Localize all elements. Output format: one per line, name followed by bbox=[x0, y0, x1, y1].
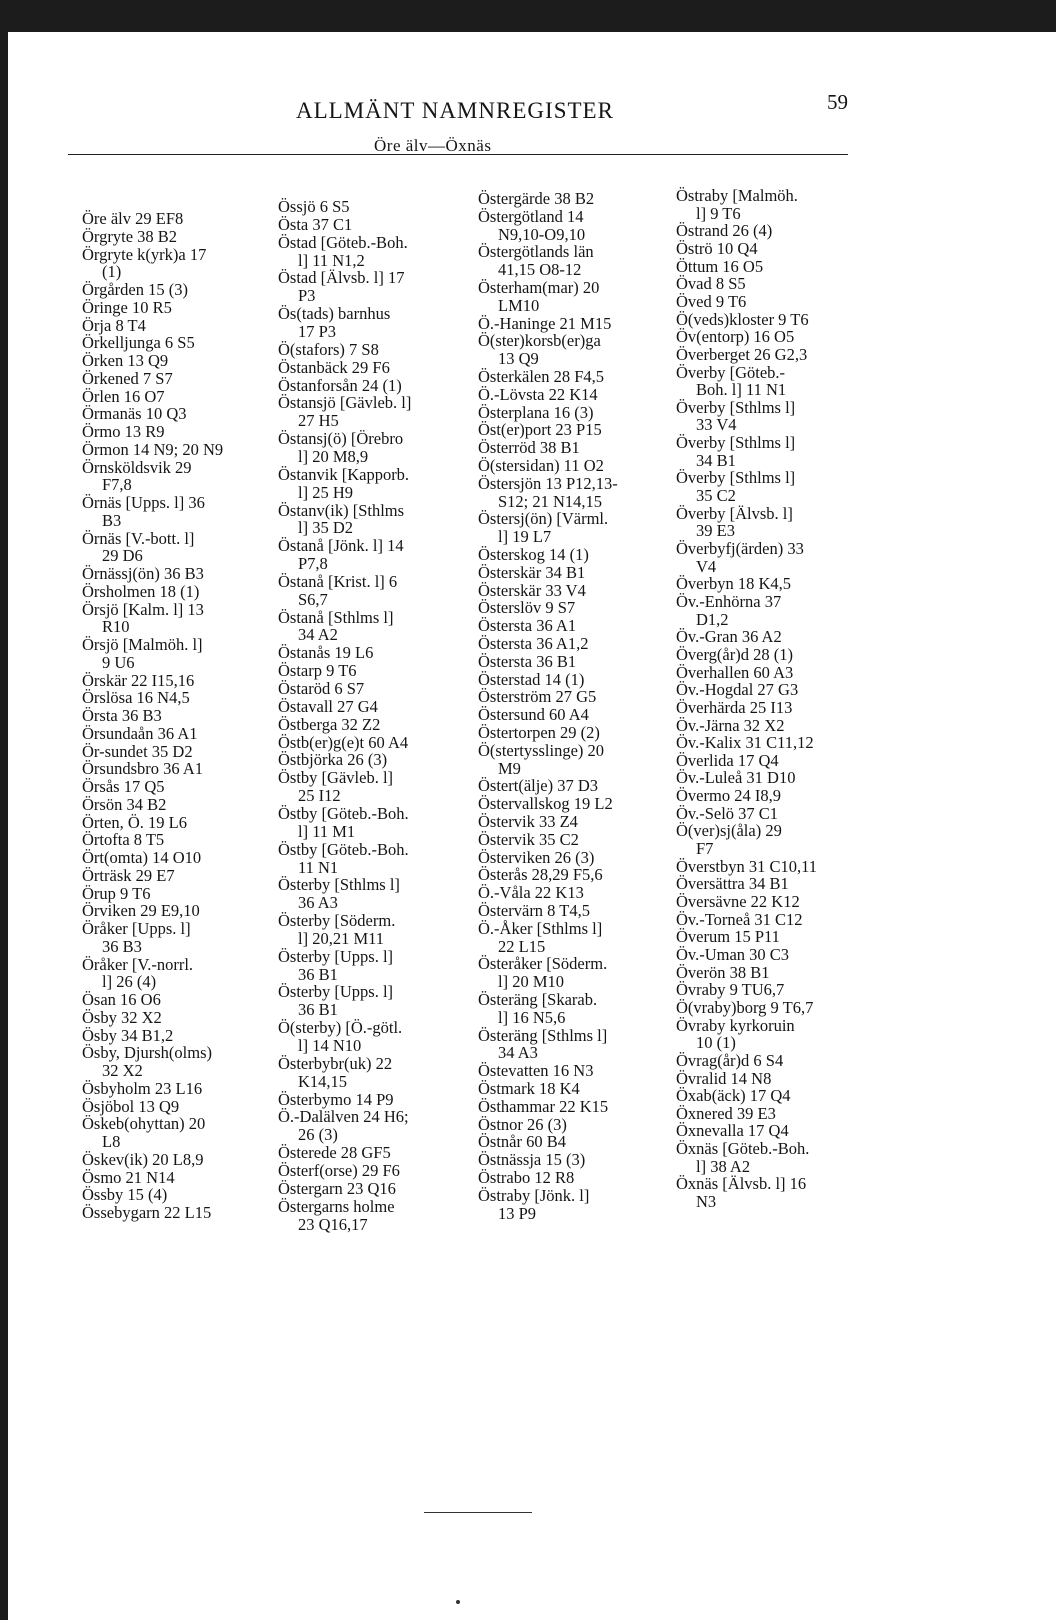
index-entry: Österviken 26 (3) bbox=[478, 847, 595, 867]
index-entry: Öv(entorp) 16 O5 bbox=[676, 327, 795, 347]
page-title: ALLMÄNT NAMNREGISTER bbox=[296, 98, 614, 123]
index-entry: Österskog 14 (1) bbox=[478, 545, 589, 564]
index-entry: Östervik 33 Z4 bbox=[478, 812, 578, 831]
index-entry: Övralid 14 N8 bbox=[676, 1068, 772, 1088]
index-entry: Östersjön 13 P12,13- bbox=[478, 473, 618, 493]
page-number: 59 bbox=[827, 90, 848, 114]
index-entry: Östanå [Krist. l] 6 bbox=[278, 571, 398, 591]
index-entry-continuation: D1,2 bbox=[696, 609, 729, 629]
index-entry: Ört(omta) 14 O10 bbox=[82, 848, 202, 867]
index-entry: Ö(stertysslinge) 20 bbox=[478, 740, 605, 760]
index-entry: Övrag(år)d 6 S4 bbox=[676, 1050, 784, 1070]
index-entry-continuation: 34 B1 bbox=[696, 450, 736, 470]
index-entry: Ösby 32 X2 bbox=[82, 1007, 162, 1027]
index-entry: Österkälen 28 F4,5 bbox=[478, 367, 605, 386]
index-entry: Ösby, Djursh(olms) bbox=[82, 1043, 213, 1063]
index-entry: Ö.-Haninge 21 M15 bbox=[478, 313, 612, 333]
index-entry-continuation: l] 20,21 M11 bbox=[298, 928, 385, 948]
index-entry: Östraby [Malmöh. bbox=[676, 186, 798, 205]
index-entry: Östervik 35 C2 bbox=[478, 829, 579, 849]
index-entry: Öv.-Kalix 31 C11,12 bbox=[676, 733, 814, 753]
index-entry: Örken 13 Q9 bbox=[82, 351, 169, 370]
page-mark bbox=[456, 1600, 460, 1604]
index-entry-continuation: N9,10-O9,10 bbox=[498, 224, 586, 244]
index-entry-continuation: 22 L15 bbox=[498, 936, 546, 956]
index-entry: Örnäs [Upps. l] 36 bbox=[82, 493, 205, 512]
index-entry: Östanv(ik) [Sthlms bbox=[278, 500, 405, 520]
index-entry: Össjö 6 S5 bbox=[278, 197, 350, 216]
index-entry: Ösmo 21 N14 bbox=[82, 1167, 175, 1187]
index-entry: Östad [Göteb.-Boh. bbox=[278, 232, 408, 252]
index-entry: Österslöv 9 S7 bbox=[478, 598, 576, 618]
index-entry: Övad 8 S5 bbox=[676, 274, 746, 294]
header-rule bbox=[68, 154, 848, 155]
index-entry: Östansj(ö) [Örebro bbox=[278, 429, 404, 449]
index-entry: Österby [Upps. l] bbox=[278, 946, 394, 966]
index-entry-continuation: F7,8 bbox=[102, 475, 132, 495]
index-entry: Östersj(ön) [Värml. bbox=[478, 509, 609, 529]
index-entry: Österåker [Söderm. bbox=[478, 954, 608, 974]
index-entry: Översättra 34 B1 bbox=[676, 874, 789, 894]
index-entry-continuation: 41,15 O8-12 bbox=[498, 260, 582, 280]
index-entry: Örmanäs 10 Q3 bbox=[82, 404, 187, 424]
index-entry-continuation: P3 bbox=[298, 286, 316, 306]
index-entry: Östergärde 38 B2 bbox=[478, 189, 595, 208]
index-entry: Österham(mar) 20 bbox=[478, 278, 600, 297]
index-entry-continuation: l] 19 L7 bbox=[498, 527, 552, 547]
index-entry: Öskeb(ohyttan) 20 bbox=[82, 1114, 206, 1134]
index-entry: Örsta 36 B3 bbox=[82, 706, 162, 725]
scan-border-left bbox=[0, 0, 8, 1620]
index-entry: Ö.-Dalälven 24 H6; bbox=[278, 1107, 409, 1127]
index-entry: Örnässj(ön) 36 B3 bbox=[82, 564, 204, 583]
index-entry: Örsås 17 Q5 bbox=[82, 777, 165, 796]
index-entry: Öved 9 T6 bbox=[676, 291, 747, 311]
index-entry: Örgryte 38 B2 bbox=[82, 226, 178, 246]
index-entry: Östad [Älvsb. l] 17 bbox=[278, 268, 405, 288]
index-entry: Öringe 10 R5 bbox=[82, 297, 172, 317]
index-entry: Övermo 24 I8,9 bbox=[676, 786, 781, 806]
index-entry: Öv.-Luleå 31 D10 bbox=[676, 768, 796, 788]
index-entry-continuation: 36 B3 bbox=[102, 936, 142, 956]
index-entry: Överbyn 18 K4,5 bbox=[676, 574, 792, 594]
index-entry-continuation: 33 V4 bbox=[696, 415, 737, 435]
index-entry: Örnäs [V.-bott. l] bbox=[82, 528, 195, 548]
index-entry: Östanforsån 24 (1) bbox=[278, 375, 402, 395]
index-entry: Österäng [Skarab. bbox=[478, 990, 598, 1009]
index-entry: Örsjö [Malmöh. l] bbox=[82, 635, 203, 654]
index-entry: Ösbyholm 23 L16 bbox=[82, 1078, 203, 1098]
index-entry: Överhallen 60 A3 bbox=[676, 662, 794, 682]
index-entry: Östergötland 14 bbox=[478, 206, 584, 226]
index-entry: Österäng [Sthlms l] bbox=[478, 1025, 608, 1045]
index-entry: Öttum 16 O5 bbox=[676, 256, 764, 276]
index-entry: Öst(er)port 23 P15 bbox=[478, 420, 602, 440]
index-entry: Österplana 16 (3) bbox=[478, 402, 594, 422]
index-entry: Östberga 32 Z2 bbox=[278, 714, 381, 734]
index-entry-continuation: (1) bbox=[102, 262, 122, 282]
index-entry-continuation: l] 26 (4) bbox=[102, 972, 157, 992]
index-entry: Österås 28,29 F5,6 bbox=[478, 865, 603, 885]
index-entry: Ör-sundet 35 D2 bbox=[82, 741, 193, 761]
index-entry: Öv.-Torneå 31 C12 bbox=[676, 909, 803, 929]
index-entry: Össebygarn 22 L15 bbox=[82, 1203, 212, 1222]
index-entry: Österby [Upps. l] bbox=[278, 982, 394, 1002]
index-entry: Ö.-Åker [Sthlms l] bbox=[478, 918, 603, 938]
index-entry: Österström 27 G5 bbox=[478, 687, 597, 707]
index-entry: Örtofta 8 T5 bbox=[82, 830, 165, 850]
index-entry: Öv.-Selö 37 C1 bbox=[676, 803, 779, 823]
index-entry: Örsundaån 36 A1 bbox=[82, 723, 198, 743]
index-entry-continuation: K14,15 bbox=[298, 1071, 348, 1091]
index-entry-continuation: B3 bbox=[102, 510, 122, 530]
index-entry-continuation: 9 U6 bbox=[102, 652, 135, 672]
index-entry: Östergötlands län bbox=[478, 242, 594, 262]
index-entry: Öv.-Järna 32 X2 bbox=[676, 715, 785, 735]
index-entry: Östnässja 15 (3) bbox=[478, 1150, 586, 1170]
index-entry-continuation: L8 bbox=[102, 1132, 121, 1151]
index-entry-continuation: 23 Q16,17 bbox=[298, 1214, 368, 1234]
index-entry: Öxnevalla 17 Q4 bbox=[676, 1121, 789, 1141]
index-entry-continuation: 32 X2 bbox=[102, 1061, 143, 1080]
index-entry: Östb(er)g(e)t 60 A4 bbox=[278, 732, 409, 752]
index-entry-continuation: 17 P3 bbox=[298, 322, 337, 341]
index-entry: Örmon 14 N9; 20 N9 bbox=[82, 439, 224, 459]
index-entry: Ö.-Våla 22 K13 bbox=[478, 883, 584, 903]
index-entry: Östersta 36 A1 bbox=[478, 616, 577, 636]
index-entry: Örskär 22 I15,16 bbox=[82, 670, 195, 690]
index-entry: Östertorpen 29 (2) bbox=[478, 723, 600, 742]
index-entry: Östert(älje) 37 D3 bbox=[478, 776, 599, 796]
index-entry: Örträsk 29 E7 bbox=[82, 865, 175, 885]
index-entry: Örkelljunga 6 S5 bbox=[82, 333, 195, 353]
index-entry: Ö(ver)sj(åla) 29 bbox=[676, 821, 782, 841]
index-entry-continuation: 39 E3 bbox=[696, 521, 735, 541]
index-entry: Östervallskog 19 L2 bbox=[478, 794, 613, 814]
index-entry: Öxnäs [Älvsb. l] 16 bbox=[676, 1174, 807, 1194]
index-entry-continuation: N3 bbox=[696, 1192, 717, 1211]
index-entry: Örkened 7 S7 bbox=[82, 368, 173, 388]
index-entry-continuation: 25 I12 bbox=[298, 786, 341, 806]
index-entry-continuation: l] 9 T6 bbox=[696, 203, 741, 223]
index-entry: Ö(stersidan) 11 O2 bbox=[478, 456, 604, 475]
index-entry: Ö(ster)korsb(er)ga bbox=[478, 331, 601, 351]
index-entry-continuation: l] 25 H9 bbox=[298, 482, 353, 502]
index-entry-continuation: 11 N1 bbox=[298, 857, 339, 877]
index-entry: Överön 38 B1 bbox=[676, 962, 770, 982]
index-entry: Överlida 17 Q4 bbox=[676, 750, 779, 770]
index-entry: Ös(tads) barnhus bbox=[278, 304, 391, 324]
index-entry: Östrand 26 (4) bbox=[676, 221, 773, 241]
index-entry: Östanå [Jönk. l] 14 bbox=[278, 536, 404, 556]
index-entry: Öv.-Hogdal 27 G3 bbox=[676, 680, 799, 700]
index-entry: Öströ 10 Q4 bbox=[676, 238, 758, 258]
index-entry: Ösan 16 O6 bbox=[82, 990, 161, 1009]
index-entry-continuation: R10 bbox=[102, 617, 130, 637]
index-entry: Österskär 33 V4 bbox=[478, 580, 586, 600]
index-entry-continuation: l] 20 M8,9 bbox=[298, 446, 369, 466]
index-entry: Örnsköldsvik 29 bbox=[82, 457, 192, 477]
index-entry: Östrabo 12 R8 bbox=[478, 1168, 575, 1187]
index-entry-continuation: l] 16 N5,6 bbox=[498, 1007, 566, 1027]
index-entry: Översävne 22 K12 bbox=[676, 892, 800, 911]
index-entry: Österby [Sthlms l] bbox=[278, 875, 400, 895]
index-entry: Östby [Göteb.-Boh. bbox=[278, 839, 409, 859]
index-entry: Örsjö [Kalm. l] 13 bbox=[82, 599, 204, 619]
index-entry-continuation: 27 H5 bbox=[298, 411, 339, 431]
index-entry-continuation: l] 11 N1,2 bbox=[298, 250, 365, 270]
index-entry: Östnår 60 B4 bbox=[478, 1132, 566, 1152]
index-entry: Örsholmen 18 (1) bbox=[82, 581, 200, 601]
index-entry: Östby [Gävleb. l] bbox=[278, 768, 394, 788]
index-entry: Överg(år)d 28 (1) bbox=[676, 644, 793, 664]
index-entry: Ösjöbol 13 Q9 bbox=[82, 1096, 180, 1116]
index-entry: Östevatten 16 N3 bbox=[478, 1061, 594, 1081]
index-entry: Österstad 14 (1) bbox=[478, 669, 585, 689]
index-entry: Överberget 26 G2,3 bbox=[676, 344, 808, 364]
index-entry: Östa 37 C1 bbox=[278, 214, 353, 234]
index-entry-continuation: F7 bbox=[696, 839, 714, 858]
index-entry: Överby [Göteb.- bbox=[676, 362, 786, 382]
index-entry: Österbybr(uk) 22 bbox=[278, 1053, 393, 1073]
index-entry: Örslösa 16 N4,5 bbox=[82, 688, 190, 708]
index-entry-continuation: 13 Q9 bbox=[498, 349, 539, 369]
index-entry: Östraby [Jönk. l] bbox=[478, 1185, 590, 1205]
index-entry: Östersund 60 A4 bbox=[478, 705, 589, 725]
index-entry: Östergarns holme bbox=[278, 1196, 395, 1216]
index-entry: Östaröd 6 S7 bbox=[278, 679, 365, 698]
index-entry: Östanvik [Kapporb. bbox=[278, 464, 410, 484]
index-entry: Östanbäck 29 F6 bbox=[278, 357, 390, 377]
index-entry: Överby [Sthlms l] bbox=[676, 468, 796, 488]
index-entry: Överby [Älvsb. l] bbox=[676, 503, 793, 523]
index-entry-continuation: l] 35 D2 bbox=[298, 518, 353, 538]
index-entry-continuation: S6,7 bbox=[298, 589, 328, 609]
index-entry-continuation: V4 bbox=[696, 556, 717, 576]
index-entry-continuation: l] 38 A2 bbox=[696, 1156, 751, 1176]
index-entry-continuation: 36 B1 bbox=[298, 964, 338, 984]
index-entry: Österede 28 GF5 bbox=[278, 1143, 391, 1163]
bottom-rule bbox=[424, 1512, 532, 1513]
index-entry: Ö(vraby)borg 9 T6,7 bbox=[676, 997, 814, 1017]
index-entry: Öxnäs [Göteb.-Boh. bbox=[676, 1139, 810, 1159]
index-entry: Öxnered 39 E3 bbox=[676, 1103, 776, 1123]
index-entry: Östmark 18 K4 bbox=[478, 1079, 580, 1098]
index-entry: Österf(orse) 29 F6 bbox=[278, 1160, 400, 1180]
index-entry: Öv.-Uman 30 C3 bbox=[676, 944, 790, 964]
scan-border-top bbox=[0, 0, 1056, 32]
index-entry: Östhammar 22 K15 bbox=[478, 1096, 609, 1116]
index-entry: Öskev(ik) 20 L8,9 bbox=[82, 1149, 204, 1169]
index-entry: Österby [Söderm. bbox=[278, 911, 396, 930]
index-entry: Össby 15 (4) bbox=[82, 1185, 168, 1205]
index-entry: Österröd 38 B1 bbox=[478, 438, 580, 458]
index-entry: Överbyfj(ärden) 33 bbox=[676, 539, 804, 558]
index-entry: Östervärn 8 T4,5 bbox=[478, 901, 590, 920]
index-entry-continuation: M9 bbox=[498, 758, 521, 778]
index-entry-continuation: 10 (1) bbox=[696, 1033, 736, 1053]
index-entry: Ö(stafors) 7 S8 bbox=[278, 339, 379, 359]
index-entry: Östersta 36 A1,2 bbox=[478, 634, 589, 653]
index-entry: Örlen 16 O7 bbox=[82, 386, 165, 406]
index-entry: Överum 15 P11 bbox=[676, 927, 780, 947]
index-entry: Örsundsbro 36 A1 bbox=[82, 759, 204, 779]
index-entry: Östavall 27 G4 bbox=[278, 696, 378, 716]
index-entry: Örja 8 T4 bbox=[82, 315, 146, 335]
index-entry: Örup 9 T6 bbox=[82, 883, 151, 903]
index-entry: Överby [Sthlms l] bbox=[676, 433, 796, 453]
index-entry-continuation: 34 A2 bbox=[298, 625, 338, 645]
index-entry: Ö(veds)kloster 9 T6 bbox=[676, 309, 809, 329]
index-entry: Österskär 34 B1 bbox=[478, 562, 586, 582]
index-entry: Östby [Göteb.-Boh. bbox=[278, 803, 409, 823]
register-range: Öre älv—Öxnäs bbox=[374, 136, 492, 155]
index-entry: Östergarn 23 Q16 bbox=[278, 1178, 396, 1198]
index-entry: Öråker [Upps. l] bbox=[82, 919, 191, 938]
index-entry: Örgryte k(yrk)a 17 bbox=[82, 244, 207, 264]
index-entry-continuation: 29 D6 bbox=[102, 546, 143, 566]
index-entry: Österbymo 14 P9 bbox=[278, 1089, 394, 1109]
index-entry-continuation: P7,8 bbox=[298, 554, 328, 573]
index-entry-continuation: 36 A3 bbox=[298, 893, 338, 913]
index-entry: Öråker [V.-norrl. bbox=[82, 954, 194, 974]
index-entry: Östansjö [Gävleb. l] bbox=[278, 393, 412, 413]
index-entry-continuation: l] 14 N10 bbox=[298, 1036, 362, 1055]
index-entry: Östanå [Sthlms l] bbox=[278, 607, 394, 627]
index-entry: Öv.-Enhörna 37 bbox=[676, 591, 782, 611]
index-entry-continuation: l] 20 M10 bbox=[498, 972, 564, 992]
index-entry: Öxab(äck) 17 Q4 bbox=[676, 1086, 791, 1106]
index-entry: Överby [Sthlms l] bbox=[676, 397, 796, 417]
index-entry: Ö(sterby) [Ö.-götl. bbox=[278, 1018, 403, 1038]
index-entry-continuation: LM10 bbox=[498, 295, 540, 315]
index-entry: Övraby kyrkoruin bbox=[676, 1015, 795, 1035]
index-entry: Örten, Ö. 19 L6 bbox=[82, 812, 187, 832]
index-entry: Östbjörka 26 (3) bbox=[278, 750, 388, 770]
index-entry: Ösby 34 B1,2 bbox=[82, 1025, 174, 1045]
index-entry: Östnor 26 (3) bbox=[478, 1114, 567, 1134]
index-entry: Övraby 9 TU6,7 bbox=[676, 980, 785, 1000]
index-entry-continuation: S12; 21 N14,15 bbox=[498, 491, 603, 511]
index-entry: Östarp 9 T6 bbox=[278, 661, 357, 681]
index-entry: Överhärda 25 I13 bbox=[676, 697, 793, 717]
index-entry: Öv.-Gran 36 A2 bbox=[676, 627, 782, 647]
index-entry: Ö.-Lövsta 22 K14 bbox=[478, 384, 598, 404]
index-entry-continuation: 36 B1 bbox=[298, 1000, 338, 1020]
index-entry: Östersta 36 B1 bbox=[478, 651, 577, 671]
index-entry: Örsön 34 B2 bbox=[82, 794, 167, 814]
index-entry: Örmo 13 R9 bbox=[82, 422, 165, 441]
index-entry-continuation: 13 P9 bbox=[498, 1203, 537, 1223]
index-entry: Östanås 19 L6 bbox=[278, 643, 374, 663]
index-entry-continuation: 26 (3) bbox=[298, 1125, 338, 1145]
index-entry-continuation: 35 C2 bbox=[696, 486, 736, 505]
index-entry-continuation: Boh. l] 11 N1 bbox=[696, 380, 787, 400]
index-entry: Överstbyn 31 C10,11 bbox=[676, 856, 818, 876]
index-entry-continuation: 34 A3 bbox=[498, 1043, 538, 1063]
index-entry: Örviken 29 E9,10 bbox=[82, 901, 200, 921]
index-entry: Öre älv 29 EF8 bbox=[82, 209, 184, 228]
index-entry: Örgården 15 (3) bbox=[82, 280, 188, 299]
index-entry-continuation: l] 11 M1 bbox=[298, 821, 356, 841]
